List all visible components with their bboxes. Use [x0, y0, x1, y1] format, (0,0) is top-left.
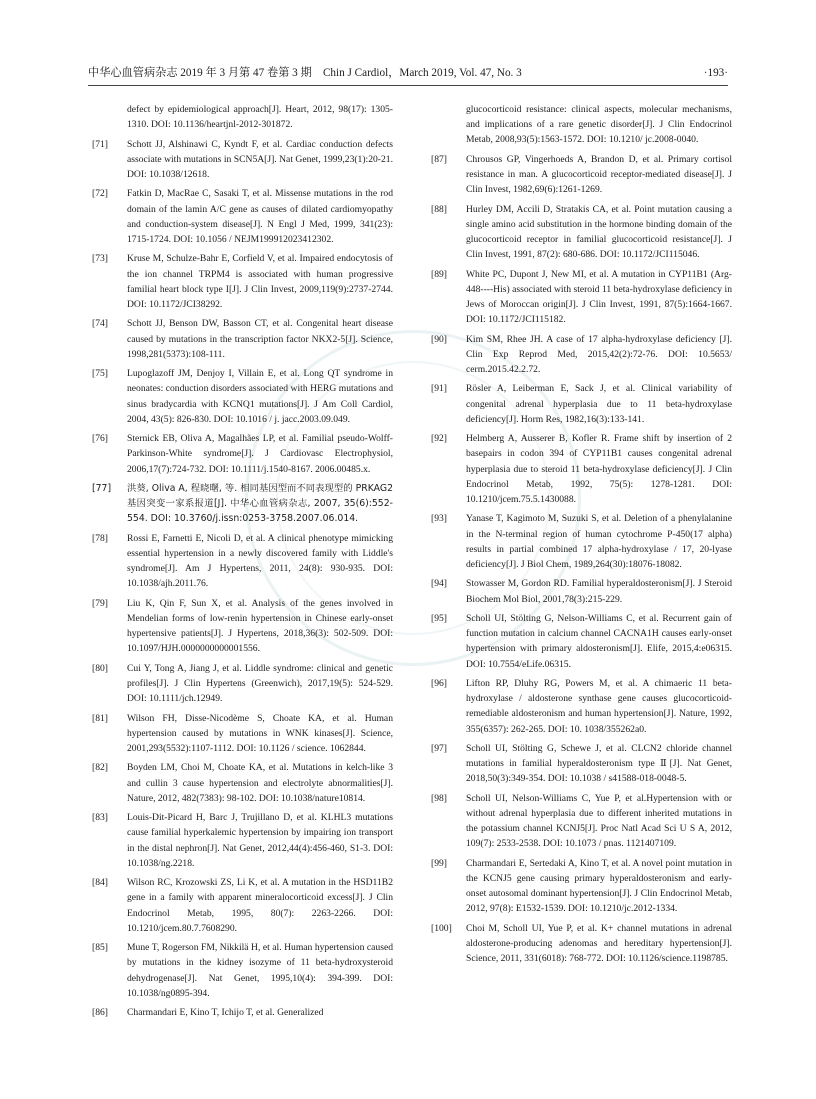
reference-text: Liu K, Qin F, Sun X, et al. Analysis of the genes involved in Mendelian forms of low-renin hypertension in Chinese early-onset hypertensive patients[J]. J Hypertens, 2018,36(3): 502-509. DOI: 10.1097/HJH.0000000000001556.	[127, 597, 393, 655]
reference-entry	[92, 431, 393, 477]
reference-text: Rösler A, Leiberman E, Sack J, et al. Clinical variability of congenital adrenal hyperplasia due to 11 beta-hydroxylase deficiency[J]. Horm Res, 1982,16(3):133-141.	[466, 383, 732, 425]
reference-text: Yanase T, Kagimoto M, Suzuki S, et al. Deletion of a phenylalanine in the N-terminal region of human cytochrome P-450(17 alpha) results in partial combined 17 alpha-hydroxylase / 17, 20-lyase deficiency[J]. J Biol Chem, 1989,264(30):18076-18082.	[466, 513, 732, 570]
reference-text: Lupoglazoff JM, Denjoy I, Villain E, et al. Long QT syndrome in neonates: conduction disorders associated with HERG mutations and sinus bradycardia with KCNQ1 mutations[J]. J Am Coll Cardiol, 2004, 43(5): 826-830. DOI: 10.1016 / j. jacc.2003.09.049.	[127, 368, 393, 425]
reference-number: [93]	[431, 513, 447, 525]
left-column	[92, 102, 393, 1025]
reference-number: [72]	[92, 188, 108, 200]
reference-text: Kruse M, Schulze-Bahr E, Corfield V, et al. Impaired endocytosis of the ion channel TRPM4 is associated with human progressive familial heart block type I[J]. J Clin Invest, 2009,119(9):2737-2744. DOI: 10.1172/JCI38292.	[127, 253, 393, 310]
reference-entry	[92, 102, 393, 132]
reference-entry	[92, 875, 393, 936]
reference-number: [91]	[431, 383, 447, 395]
reference-text: Fatkin D, MacRae C, Sasaki T, et al. Missense mutations in the rod domain of the lamin A/C gene as causes of dilated cardiomyopathy and conduction-system disease[J]. N Engl J Med, 1999, 341(23): 1715-1724. DOI: 10.1056 / NEJM199912023412302.	[127, 188, 393, 245]
reference-number: [94]	[431, 578, 447, 590]
reference-text: Rossi E, Farnetti E, Nicoli D, et al. A clinical phenotype mimicking essential hypertension in a newly discovered family with Liddle's syndrome[J]. Am J Hypertens, 2011, 24(8): 930-935. DOI: 10.1038/ajh.2011.76.	[127, 532, 393, 590]
reference-entry	[431, 611, 732, 672]
reference-entry	[431, 381, 732, 427]
reference-number: [89]	[431, 268, 447, 280]
reference-entry	[92, 366, 393, 427]
reference-entry	[92, 481, 393, 527]
reference-number: [75]	[92, 368, 108, 380]
reference-number: [71]	[92, 138, 108, 150]
reference-text: Louis-Dit-Picard H, Barc J, Trujillano D, et al. KLHL3 mutations cause familial hyperkalemic hypertension by impairing ion transport in the distal nephron[J]. Nat Genet, 2012,44(4):456-460, S1-3. DOI: 10.1038/ng.2218.	[127, 812, 393, 869]
reference-text: Wilson FH, Disse-Nicodème S, Choate KA, et al. Human hypertension caused by mutations in WNK kinases[J]. Science, 2001,293(5532):1107-1112. DOI: 10.1126 / science. 1062844.	[127, 712, 393, 754]
reference-entry	[431, 202, 732, 263]
reference-entry	[431, 332, 732, 378]
reference-entry	[431, 676, 732, 737]
reference-text: Hurley DM, Accili D, Stratakis CA, et al. Point mutation causing a single amino acid substitution in the hormone binding domain of the glucocorticoid receptor in familial glucocorticoid resistance[J]. J Clin Invest, 1991, 87(2): 680-686. DOI: 10.1172/JCI115046.	[466, 203, 732, 261]
header-rule	[88, 85, 728, 86]
reference-number: [100]	[431, 922, 452, 934]
reference-text: glucocorticoid resistance: clinical aspects, molecular mechanisms, and implications of a rare genetic disorder[J]. J Clin Endocrinol Metab, 2008,93(5):1563-1572. DOI: 10.1210/ jc.2008-0040.	[466, 104, 732, 146]
reference-entry	[431, 921, 732, 967]
page-number: ·193·	[703, 67, 728, 79]
reference-number: [73]	[92, 253, 108, 265]
reference-entry	[92, 760, 393, 806]
reference-entry	[92, 661, 393, 707]
reference-text: Lifton RP, Dluhy RG, Powers M, et al. A chimaeric 11 beta-hydroxylase / aldosterone synthase gene causes glucocorticoid-remediable aldosteronism and human hypertension[J]. Nature, 1992, 355(6357): 262-265. DOI: 10. 1038/355262a0.	[466, 677, 732, 735]
reference-text: Stowasser M, Gordon RD. Familial hyperaldosteronism[J]. J Steroid Biochem Mol Biol, 2001,78(3):215-229.	[466, 578, 732, 605]
reference-entry	[431, 576, 732, 606]
reference-number: [92]	[431, 433, 447, 445]
reference-text: Schott JJ, Alshinawi C, Kyndt F, et al. Cardiac conduction defects associate with mutations in SCN5A[J]. Nat Genet, 1999,23(1):20-21. DOI: 10.1038/12618.	[127, 138, 393, 180]
reference-number: [98]	[431, 792, 447, 804]
reference-text: White PC, Dupont J, New MI, et al. A mutation in CYP11B1 (Arg-448----His) associated with steroid 11 beta-hydroxylase deficiency in Jews of Moroccan origin[J]. J Clin Invest, 1991, 87(5):1664-1667. DOI: 10.1172/JCI115182.	[466, 268, 732, 326]
reference-number: [84]	[92, 877, 108, 889]
reference-number: [74]	[92, 318, 108, 330]
reference-text: Wilson RC, Krozowski ZS, Li K, et al. A mutation in the HSD11B2 gene in a family with apparent mineralocorticoid excess[J]. J Clin Endocrinol Metab, 1995, 80(7): 2263-2266. DOI: 10.1210/jcem.80.7.7608290.	[127, 877, 393, 934]
reference-number: [81]	[92, 712, 108, 724]
reference-entry	[431, 511, 732, 572]
journal-header-text: 中华心血管病杂志 2019 年 3 月第 47 卷第 3 期 Chin J Cardiol，March 2019, Vol. 47, No. 3	[88, 67, 522, 79]
reference-text: 洪葵, Oliva A, 程晓曙, 等. 相同基因型而不同表现型的 PRKAG2基因突变一家系报道[J]. 中华心血管病杂志, 2007, 35(6):552-554. DOI: 10.3760/j.issn:0253-3758.2007.06.014.	[127, 482, 393, 525]
reference-entry	[431, 791, 732, 852]
reference-entry	[431, 152, 732, 198]
reference-entry	[431, 267, 732, 328]
reference-text: Cui Y, Tong A, Jiang J, et al. Liddle syndrome: clinical and genetic profiles[J]. J Clin Hypertens (Greenwich), 2017,19(5): 524-529. DOI: 10.1111/jch.12949.	[127, 662, 393, 705]
reference-entry	[92, 1005, 393, 1020]
reference-number: [76]	[92, 433, 108, 445]
reference-text: Scholl UI, Stölting G, Schewe J, et al. CLCN2 chloride channel mutations in familial hyperaldosteronism type Ⅱ[J]. Nat Genet, 2018,50(3):349-354. DOI: 10.1038 / s41588-018-0048-5.	[466, 742, 732, 785]
reference-entry	[92, 940, 393, 1001]
reference-number: [90]	[431, 333, 447, 345]
running-header	[88, 66, 728, 80]
reference-number: [80]	[92, 662, 108, 674]
reference-entry	[92, 137, 393, 183]
reference-entry	[431, 431, 732, 507]
reference-text: Charmandari E, Sertedaki A, Kino T, et al. A novel point mutation in the KCNJ5 gene causing primary hyperaldosteronism and early-onset autosomal dominant hypertension[J]. J Clin Endocrinol Metab, 2012, 97(8): E1532-1539. DOI: 10.1210/jc.2012-1334.	[466, 857, 732, 915]
reference-number: [83]	[92, 812, 108, 824]
reference-text: Choi M, Scholl UI, Yue P, et al. K+ channel mutations in adrenal aldosterone-producing adenomas and hereditary hypertension[J]. Science, 2011, 331(6018): 768-772. DOI: 10.1126/science.1198785.	[466, 922, 732, 965]
reference-text: Charmandari E, Kino T, Ichijo T, et al. Generalized	[127, 1007, 324, 1019]
reference-number: [78]	[92, 532, 108, 544]
reference-entry	[92, 251, 393, 312]
reference-text: defect by epidemiological approach[J]. Heart, 2012, 98(17): 1305-1310. DOI: 10.1136/heartjnl-2012-301872.	[127, 104, 393, 131]
reference-text: Scholl UI, Nelson-Williams C, Yue P, et al.Hypertension with or without adrenal hyperplasia due to different inherited mutations in the potassium channel KCNJ5[J]. Proc Natl Acad Sci U S A, 2012, 109(7): 2533-2538. DOI: 10.1073 / pnas. 1121407109.	[466, 792, 732, 850]
reference-number: [79]	[92, 597, 108, 609]
reference-text: Kim SM, Rhee JH. A case of 17 alpha-hydroxylase deficiency [J]. Clin Exp Reprod Med, 2015,42(2):72-76. DOI: 10.5653/ cerm.2015.42.2.72.	[466, 333, 732, 375]
reference-text: Chrousos GP, Vingerhoeds A, Brandon D, et al. Primary cortisol resistance in man. A glucocorticoid receptor-mediated disease[J]. J Clin Invest, 1982,69(6):1261-1269.	[466, 153, 732, 196]
reference-entry	[92, 596, 393, 657]
reference-entry	[431, 102, 732, 148]
reference-number: [77]	[92, 482, 112, 494]
reference-text: Scholl UI, Stölting G, Nelson-Williams C, et al. Recurrent gain of function mutation in calcium channel CACNA1H causes early-onset hypertension with primary aldosteronism[J]. Elife, 2015,4:e06315. DOI: 10.7554/eLife.06315.	[466, 612, 732, 670]
reference-number: [87]	[431, 153, 447, 165]
reference-entry	[431, 856, 732, 917]
reference-text: Boyden LM, Choi M, Choate KA, et al. Mutations in kelch-like 3 and cullin 3 cause hypertension and electrolyte abnormalities[J]. Nature, 2012, 482(7383): 98-102. DOI: 10.1038/nature10814.	[127, 762, 393, 804]
reference-text: Helmberg A, Ausserer B, Kofler R. Frame shift by insertion of 2 basepairs in codon 394 of CYP11B1 causes congenital adrenal hyperplasia due to steroid 11 beta-hydroxylase deficiency[J]. J Clin Endocrinol Metab, 1992, 75(5): 1278-1281. DOI: 10.1210/jcem.75.5.1430088.	[466, 433, 732, 505]
reference-number: [86]	[92, 1007, 108, 1019]
reference-text: Sternick EB, Oliva A, Magalhães LP, et al. Familial pseudo-Wolff-Parkinson-White syndrome[J]. J Cardiovasc Electrophysiol, 2006,17(7):724-732. DOI: 10.1111/j.1540-8167. 2006.00485.x.	[127, 433, 393, 475]
reference-number: [95]	[431, 612, 447, 624]
reference-number: [97]	[431, 742, 447, 754]
reference-entry	[92, 711, 393, 757]
reference-number: [99]	[431, 857, 447, 869]
reference-text: Mune T, Rogerson FM, Nikkilä H, et al. Human hypertension caused by mutations in the kidney isozyme of 11 beta-hydroxysteroid dehydrogenase[J]. Nat Genet, 1995,10(4): 394-399. DOI: 10.1038/ng0895-394.	[127, 942, 393, 999]
reference-text: Schott JJ, Benson DW, Basson CT, et al. Congenital heart disease caused by mutations in the transcription factor NKX2-5[J]. Science, 1998,281(5373):108-111.	[127, 318, 393, 360]
reference-number: [96]	[431, 677, 447, 689]
reference-entry	[92, 186, 393, 247]
reference-entry	[431, 741, 732, 787]
reference-number: [82]	[92, 762, 108, 774]
right-column	[431, 102, 732, 971]
reference-entry	[92, 531, 393, 592]
reference-number: [88]	[431, 203, 447, 215]
reference-entry	[92, 316, 393, 362]
reference-entry	[92, 810, 393, 871]
reference-number: [85]	[92, 942, 108, 954]
